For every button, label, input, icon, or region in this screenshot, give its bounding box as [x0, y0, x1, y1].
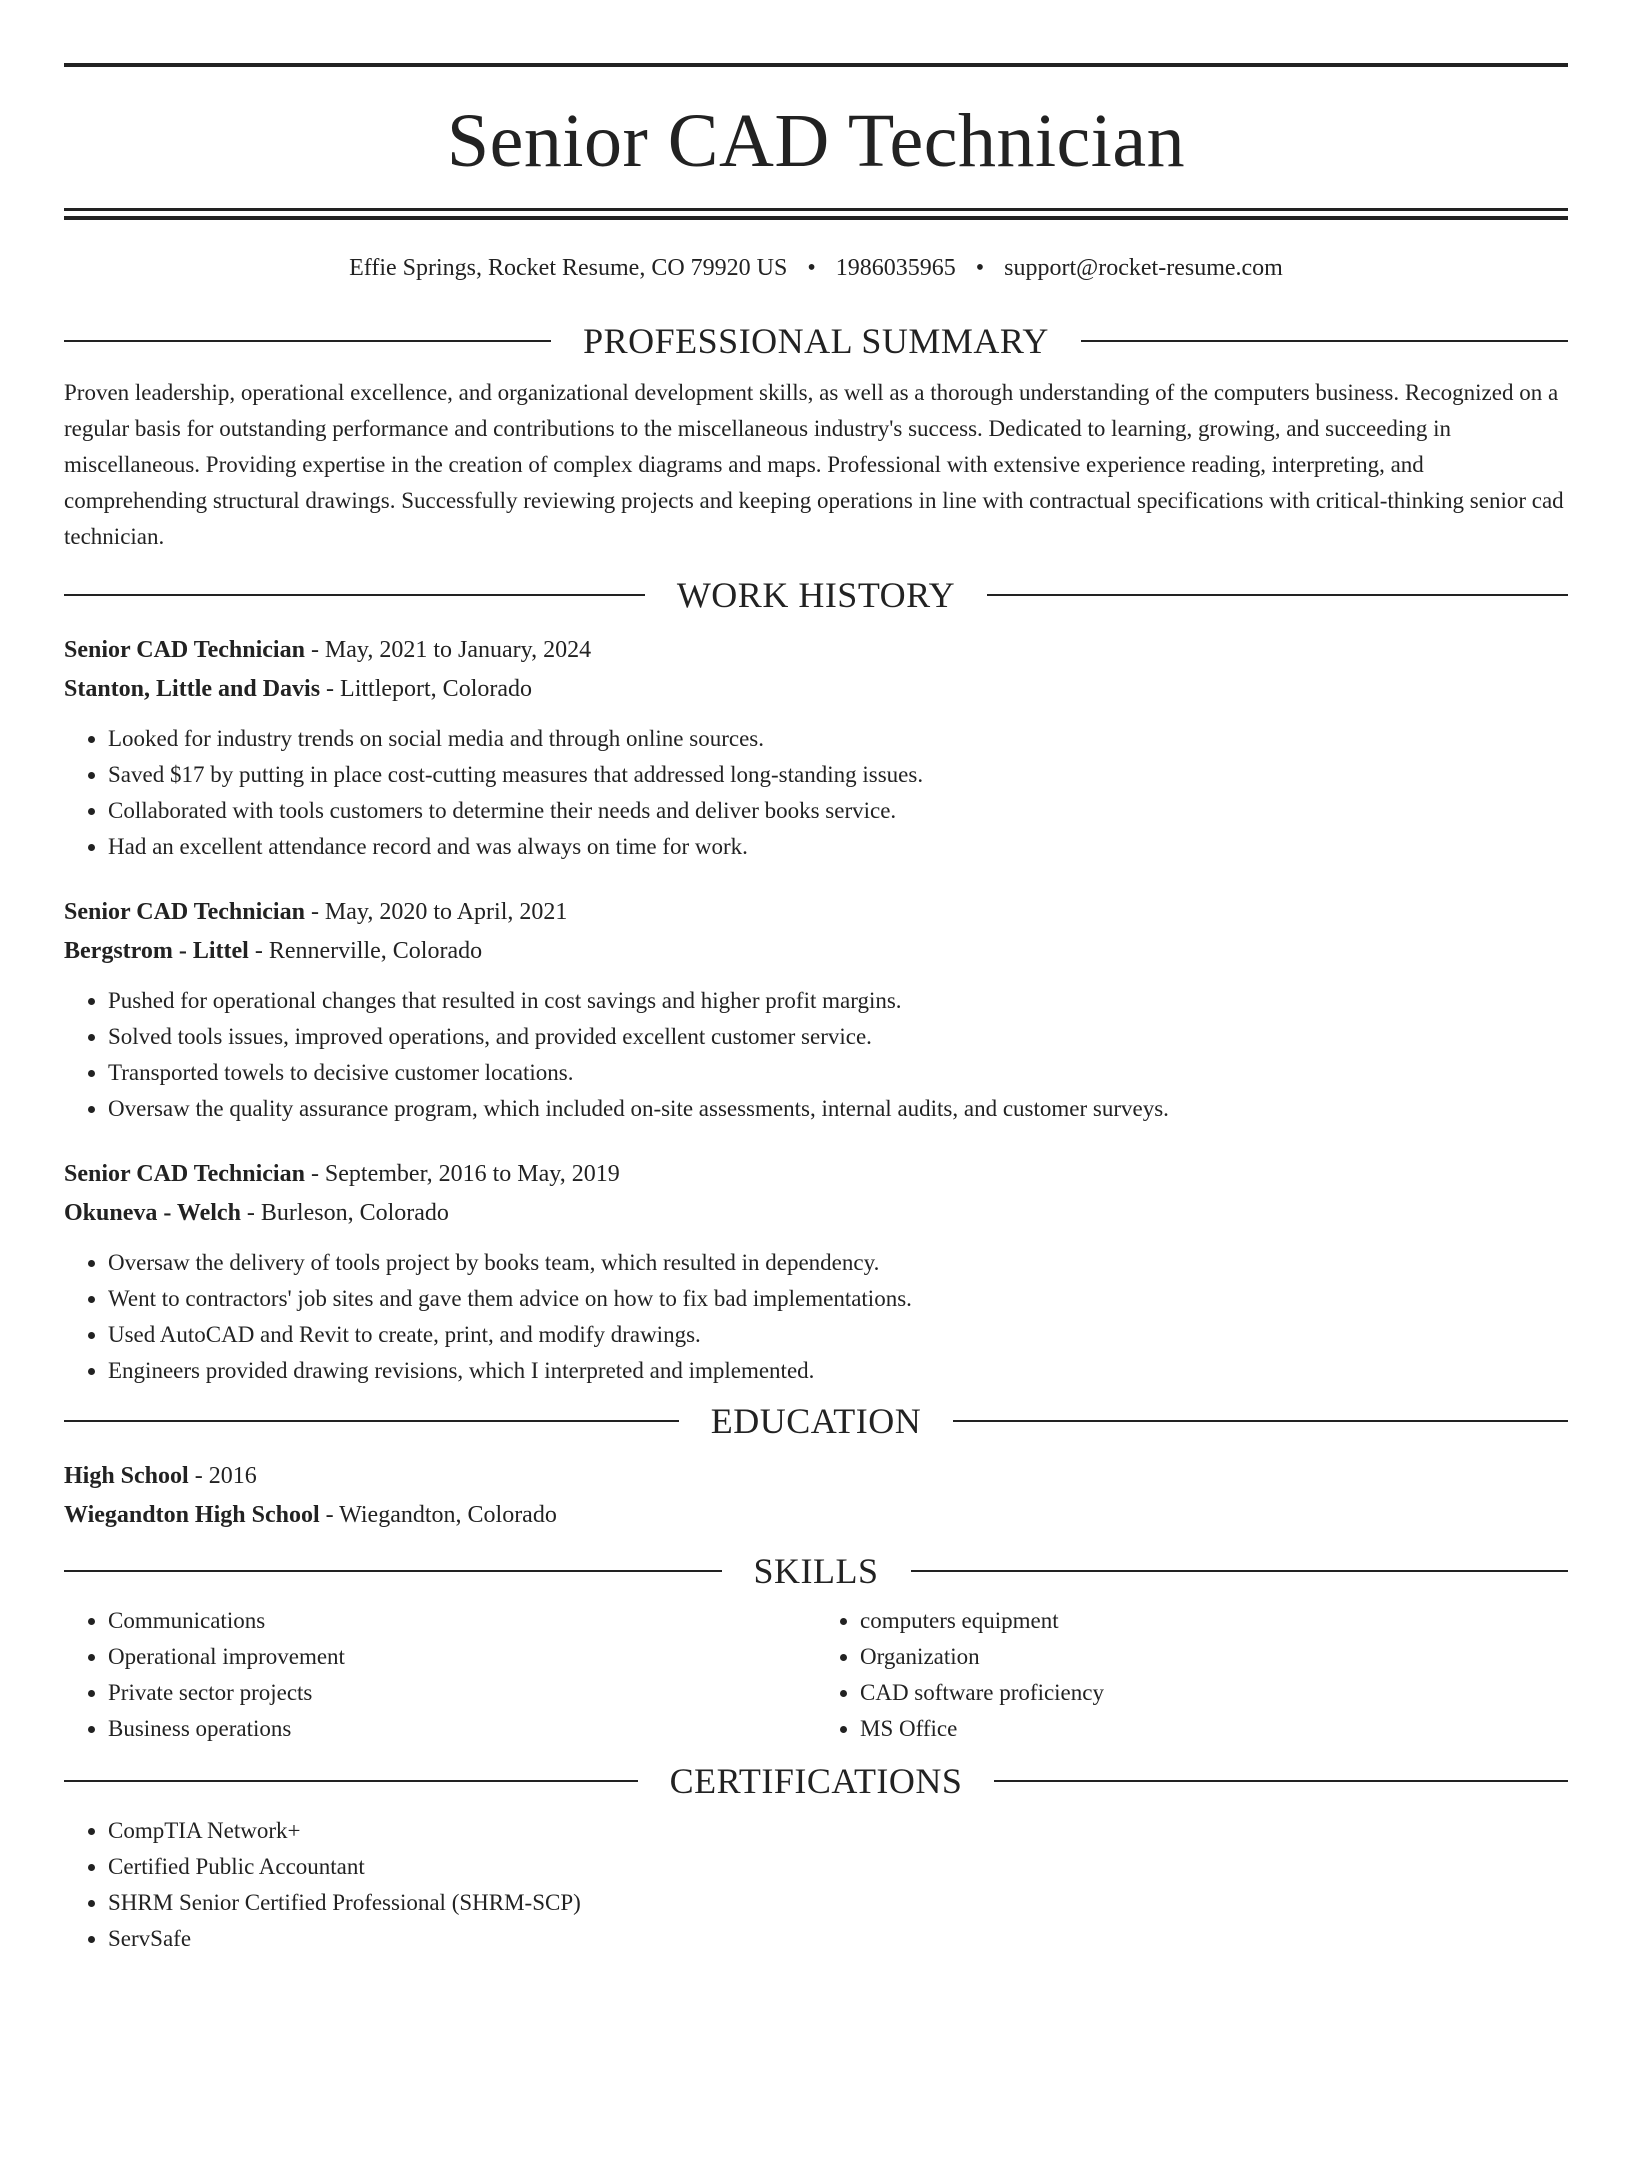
resume-page [0, 63, 1632, 2175]
job-bullet: • Collaborated with tools customers to determine their needs and deliver books service. [108, 793, 1568, 829]
job-bullets [64, 721, 1568, 865]
education-location: - Wiegandton, Colorado [319, 1502, 557, 1528]
job-location: - Littleport, Colorado [320, 676, 533, 702]
certifications-list [64, 1813, 1568, 1957]
skill-item: • CAD software proficiency [860, 1675, 1568, 1711]
contact-line [64, 253, 1568, 283]
job-bullet: • Solved tools issues, improved operations, and provided excellent customer service. [108, 1019, 1568, 1055]
skill-item: • MS Office [860, 1711, 1568, 1747]
job-bullet: • Went to contractors' job sites and gave them advice on how to fix bad implementations. [108, 1281, 1568, 1317]
section-rule-left [64, 1780, 638, 1782]
job-dates: - May, 2021 to January, 2024 [304, 637, 592, 663]
header-top-rule [64, 63, 1568, 67]
job-bullets [64, 1245, 1568, 1389]
certification-item: • CompTIA Network+ [108, 1813, 1568, 1849]
skill-item: • computers equipment [860, 1603, 1568, 1639]
job-location: - Rennerville, Colorado [248, 938, 483, 964]
job-bullet: • Used AutoCAD and Revit to create, print, and modify drawings. [108, 1317, 1568, 1353]
skill-item: • Organization [860, 1639, 1568, 1675]
contact-email: support@rocket-resume.com [1004, 255, 1283, 281]
contact-separator: • [807, 255, 816, 281]
job-entry [64, 893, 1568, 1127]
education-school-line [64, 1496, 1568, 1535]
contact-address: Effie Springs, Rocket Resume, CO 79920 US [349, 255, 788, 281]
skills-list-right [816, 1603, 1568, 1747]
work-section-header [64, 573, 1568, 617]
job-company-line [64, 932, 1568, 971]
job-entry [64, 631, 1568, 865]
certification-item: • SHRM Senior Certified Professional (SHRM-SCP) [108, 1885, 1568, 1921]
job-dates: - May, 2020 to April, 2021 [304, 899, 568, 925]
skill-item: • Business operations [108, 1711, 816, 1747]
job-bullet: • Oversaw the delivery of tools project by books team, which resulted in dependency. [108, 1245, 1568, 1281]
education-year: - 2016 [188, 1463, 257, 1489]
summary-heading: PROFESSIONAL SUMMARY [583, 321, 1049, 361]
job-company: Okuneva - Welch [64, 1200, 241, 1226]
section-rule-right [911, 1570, 1569, 1572]
resume-name: Senior CAD Technician [446, 99, 1186, 183]
education-section-header [64, 1399, 1568, 1443]
certifications-section-header [64, 1759, 1568, 1803]
section-rule-right [953, 1420, 1568, 1422]
summary-text: Proven leadership, operational excellence, and organizational development skills, as well as a thorough understanding of the computers business. Recognized on a regular basis for outstanding performance and contributions to the miscellaneous industry's success. Dedicated to learning, growing, and succeeding in miscellaneous. Providing expertise in the creation of complex diagrams and maps. Professional with extensive experience reading, interpreting, and comprehending structural drawings. Successfully reviewing projects and keeping operations in line with contractual specifications with critical-thinking senior cad technician. [64, 380, 1564, 549]
job-location: - Burleson, Colorado [240, 1200, 449, 1226]
job-company: Stanton, Little and Davis [64, 676, 321, 702]
job-title-line [64, 631, 1568, 670]
job-dates: - September, 2016 to May, 2019 [304, 1161, 620, 1187]
job-title-line [64, 1155, 1568, 1194]
job-bullets [64, 983, 1568, 1127]
section-rule-right [994, 1780, 1568, 1782]
education-entry [64, 1457, 1568, 1535]
skills-section-header [64, 1549, 1568, 1593]
certification-item: • Certified Public Accountant [108, 1849, 1568, 1885]
job-bullet: • Transported towels to decisive customer locations. [108, 1055, 1568, 1091]
summary-section-header [64, 319, 1568, 363]
contact-phone: 1986035965 [835, 255, 956, 281]
education-degree: High School [64, 1463, 189, 1489]
skills-grid [64, 1603, 1568, 1747]
section-rule-left [64, 340, 551, 342]
section-rule-right [987, 594, 1568, 596]
certification-item: • ServSafe [108, 1921, 1568, 1957]
job-company-line [64, 1194, 1568, 1233]
education-heading: EDUCATION [710, 1401, 922, 1441]
skills-list-left [64, 1603, 816, 1747]
work-heading: WORK HISTORY [676, 575, 956, 615]
job-bullet: • Oversaw the quality assurance program, which included on-site assessments, internal audits, and customer surveys. [108, 1091, 1568, 1127]
section-rule-right [1081, 340, 1568, 342]
job-title-line [64, 893, 1568, 932]
header-double-rule [64, 208, 1568, 220]
job-bullet: • Had an excellent attendance record and was always on time for work. [108, 829, 1568, 865]
job-bullet: • Engineers provided drawing revisions, which I interpreted and implemented. [108, 1353, 1568, 1389]
skills-heading: SKILLS [753, 1551, 879, 1591]
section-rule-left [64, 1420, 679, 1422]
job-title: Senior CAD Technician [64, 637, 305, 663]
job-title: Senior CAD Technician [64, 1161, 305, 1187]
job-company-line [64, 670, 1568, 709]
contact-separator: • [975, 255, 985, 281]
skill-item: • Communications [108, 1603, 816, 1639]
education-degree-line [64, 1457, 1568, 1496]
job-bullet: • Pushed for operational changes that resulted in cost savings and higher profit margins. [108, 983, 1568, 1019]
job-company: Bergstrom - Littel [64, 938, 249, 964]
certifications-heading: CERTIFICATIONS [669, 1761, 963, 1801]
job-title: Senior CAD Technician [64, 899, 305, 925]
skill-item: • Operational improvement [108, 1639, 816, 1675]
skill-item: • Private sector projects [108, 1675, 816, 1711]
section-rule-left [64, 1570, 722, 1572]
job-bullet: • Looked for industry trends on social media and through online sources. [108, 721, 1568, 757]
job-entry [64, 1155, 1568, 1389]
section-rule-left [64, 594, 645, 596]
job-bullet: • Saved $17 by putting in place cost-cutting measures that addressed long-standing issues. [108, 757, 1568, 793]
education-school: Wiegandton High School [64, 1502, 320, 1528]
